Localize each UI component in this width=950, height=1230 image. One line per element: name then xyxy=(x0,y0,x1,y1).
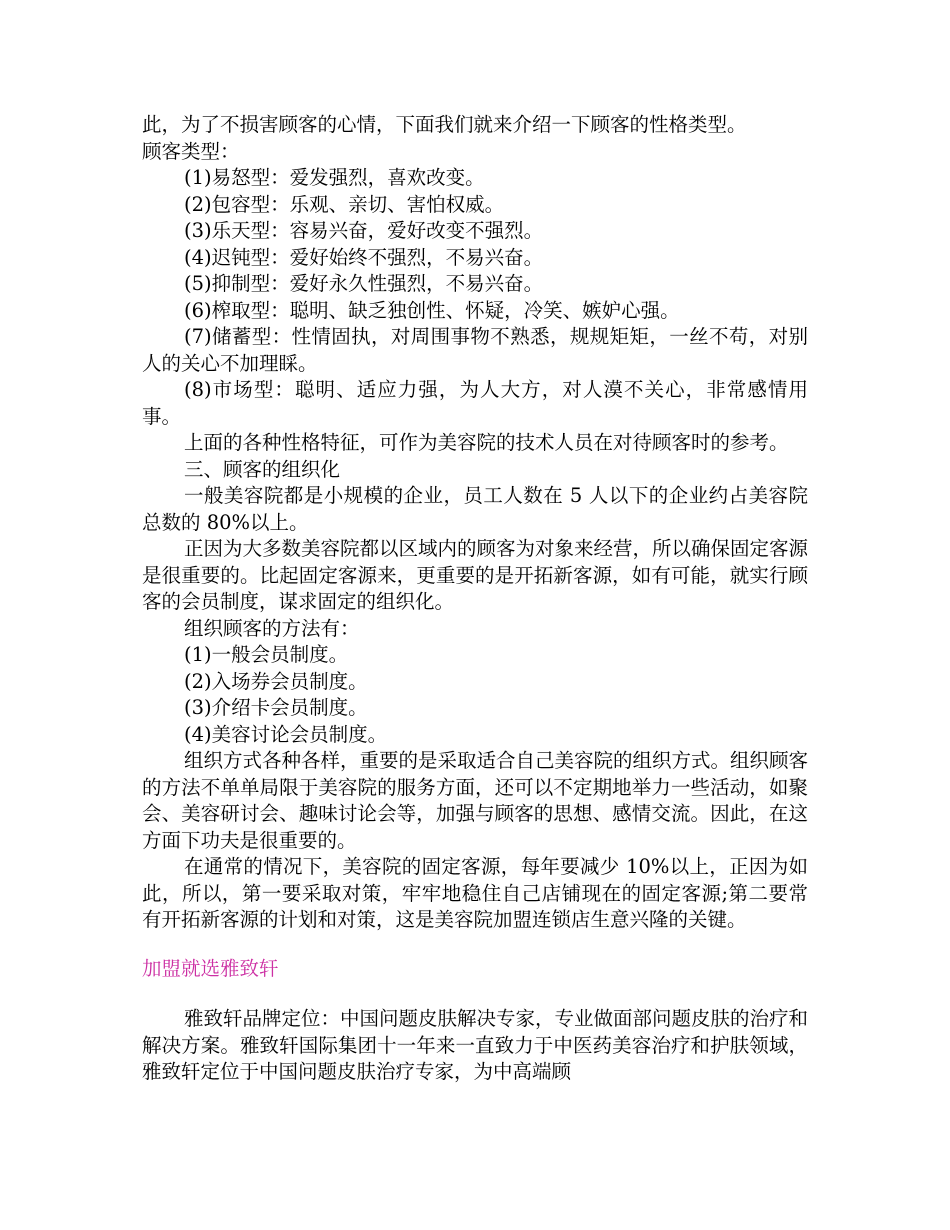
list-item-type-3: (3)乐天型：容易兴奋，爱好改变不强烈。 xyxy=(184,219,544,242)
section-title: 三、顾客的组织化 xyxy=(184,457,341,481)
customer-types-label: 顾客类型： xyxy=(142,139,240,163)
list-item-type-6: (6)榨取型：聪明、缺乏独创性、怀疑，冷笑、嫉妒心强。 xyxy=(184,298,680,322)
list-item-type-5: (5)抑制型：爱好永久性强烈，不易兴奋。 xyxy=(184,272,544,295)
document-page xyxy=(142,112,808,1086)
methods-intro: 组织顾客的方法有： xyxy=(184,616,360,640)
paragraph-organization: 组织方式各种各样，重要的是采取适合自己美容院的组织方式。组织顾客的方法不单单局限于美容院的服务方面，还可以不定期地举力一些活动，如聚会、美容研讨会、趣味讨论会等，加强与顾客的思想、感情交流。因此，在这方面下功夫是很重要的。 xyxy=(142,749,809,852)
paragraph-brand-positioning: 雅致轩品牌定位：中国问题皮肤解决专家，专业做面部问题皮肤的治疗和解决方案。雅致轩国际集团十一年来一直致力于中医药美容治疗和护肤领域，雅致轩定位于中国问题皮肤治疗专家，为中高端顾 xyxy=(142,1007,809,1083)
list-item-method-2: (2)入场券会员制度。 xyxy=(184,669,368,693)
list-item-type-4: (4)迟钝型：爱好始终不强烈，不易兴奋。 xyxy=(184,245,544,269)
promo-heading: 加盟就选雅致轩 xyxy=(142,956,279,980)
list-item-type-2: (2)包容型：乐观、亲切、害怕权威。 xyxy=(184,192,505,216)
paragraph-intro: 此，为了不损害顾客的心情，下面我们就来介绍一下顾客的性格类型。 xyxy=(142,113,747,136)
paragraph-small-business: 一般美容院都是小规模的企业，员工人数在 5 人以下的企业约占美容院总数的 80%以上。 xyxy=(142,484,808,534)
list-item-method-4: (4)美容讨论会员制度。 xyxy=(184,722,388,746)
paragraph-fixed-customers: 正因为大多数美容院都以区域内的顾客为对象来经营，所以确保固定客源是很重要的。比起固定客源来，更重要的是开拓新客源，如有可能，就实行顾客的会员制度，谋求固定的组织化。 xyxy=(142,537,809,613)
list-item-method-3: (3)介绍卡会员制度。 xyxy=(184,696,368,719)
list-item-type-1: (1)易怒型：爱发强烈，喜欢改变。 xyxy=(184,166,485,189)
paragraph-summary: 上面的各种性格特征，可作为美容院的技术人员在对待顾客时的参考。 xyxy=(184,431,789,454)
list-item-type-8: (8)市场型：聪明、适应力强，为人大方，对人漠不关心，非常感情用事。 xyxy=(142,378,808,428)
list-item-method-1: (1)一般会员制度。 xyxy=(184,643,349,666)
list-item-type-7: (7)储蓄型：性情固执，对周围事物不熟悉，规规矩矩，一丝不苟，对别人的关心不加理睬。 xyxy=(142,325,808,375)
paragraph-retention: 在通常的情况下，美容院的固定客源，每年要减少 10%以上，正因为如此，所以，第一要采取对策，牢牢地稳住自己店铺现在的固定客源;第二要常有开拓新客源的计划和对策，这是美容院加盟连锁店生意兴隆的关键。 xyxy=(142,855,808,931)
